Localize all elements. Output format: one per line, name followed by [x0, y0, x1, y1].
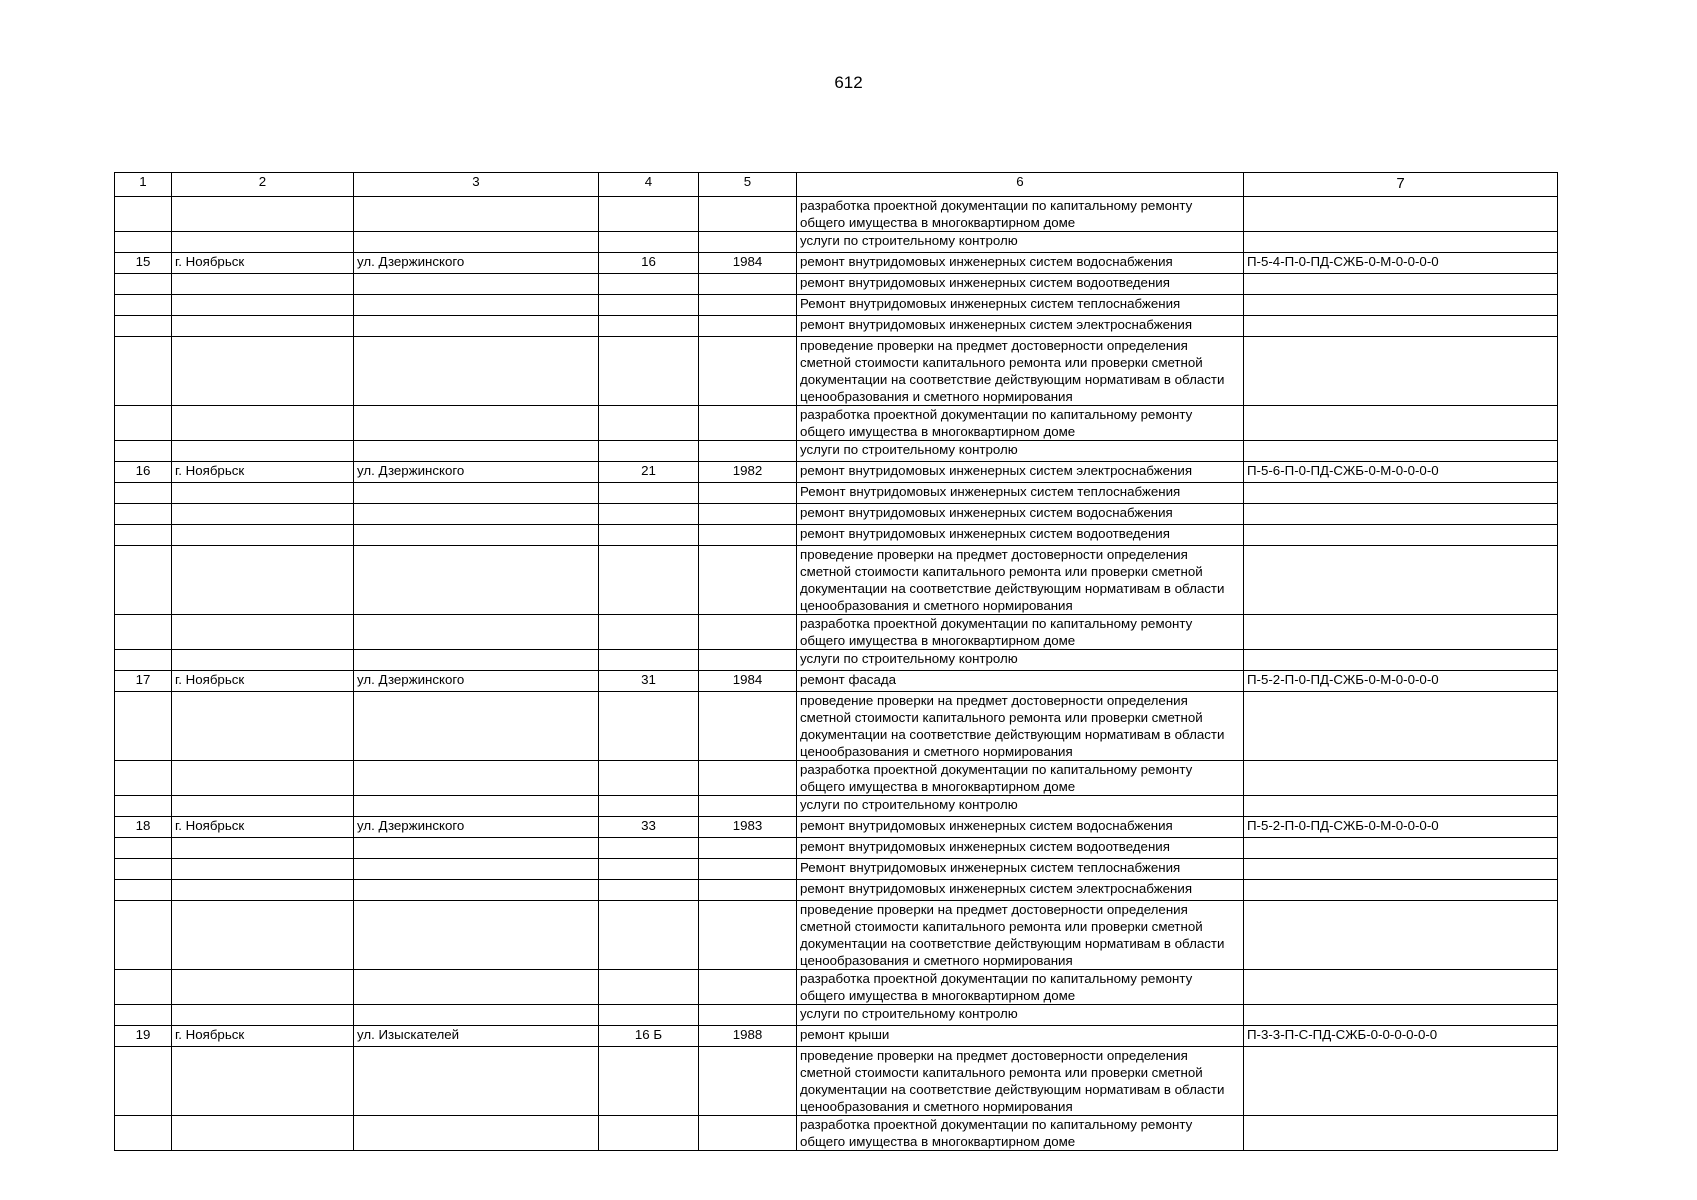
row-street — [354, 838, 599, 859]
row-street — [354, 441, 599, 462]
row-street — [354, 525, 599, 546]
row-city — [172, 1005, 354, 1026]
row-street — [354, 197, 599, 232]
row-code — [1244, 406, 1558, 441]
row-work-type: услуги по строительному контролю — [797, 232, 1244, 253]
row-number — [115, 880, 172, 901]
row-work-type: проведение проверки на предмет достоверности определения сметной стоимости капитального ремонта или проверки сметной документации на соответствие действующим нормативам в области ценообразования и сметного нормирования — [797, 546, 1244, 615]
row-work-type: Ремонт внутридомовых инженерных систем теплоснабжения — [797, 483, 1244, 504]
row-city — [172, 316, 354, 337]
row-work-type: проведение проверки на предмет достоверности определения сметной стоимости капитального ремонта или проверки сметной документации на соответствие действующим нормативам в области ценообразования и сметного нормирования — [797, 901, 1244, 970]
row-city: г. Ноябрьск — [172, 817, 354, 838]
row-number: 15 — [115, 253, 172, 274]
row-house: 21 — [599, 462, 699, 483]
row-year — [699, 692, 797, 761]
header-col-5: 5 — [699, 173, 797, 197]
table-row — [115, 692, 1558, 761]
row-year — [699, 796, 797, 817]
table-row — [115, 295, 1558, 316]
table-row — [115, 337, 1558, 406]
row-street: ул. Изыскателей — [354, 1026, 599, 1047]
row-street: ул. Дзержинского — [354, 462, 599, 483]
row-code — [1244, 838, 1558, 859]
row-city — [172, 274, 354, 295]
row-work-type: разработка проектной документации по капитальному ремонту общего имущества в многоквартирном доме — [797, 1116, 1244, 1151]
row-street — [354, 970, 599, 1005]
table-row — [115, 406, 1558, 441]
row-work-type: Ремонт внутридомовых инженерных систем теплоснабжения — [797, 295, 1244, 316]
row-house — [599, 1005, 699, 1026]
table-row — [115, 504, 1558, 525]
row-work-type: разработка проектной документации по капитальному ремонту общего имущества в многоквартирном доме — [797, 970, 1244, 1005]
row-number — [115, 197, 172, 232]
row-city — [172, 650, 354, 671]
row-city — [172, 692, 354, 761]
row-street — [354, 1005, 599, 1026]
row-code — [1244, 761, 1558, 796]
row-work-type: услуги по строительному контролю — [797, 650, 1244, 671]
row-work-type: Ремонт внутридомовых инженерных систем теплоснабжения — [797, 859, 1244, 880]
row-street — [354, 859, 599, 880]
table-row — [115, 1005, 1558, 1026]
table-row — [115, 525, 1558, 546]
row-code — [1244, 1116, 1558, 1151]
row-house — [599, 796, 699, 817]
row-code — [1244, 441, 1558, 462]
row-code: П-5-2-П-0-ПД-СЖБ-0-М-0-0-0-0 — [1244, 817, 1558, 838]
table-row — [115, 796, 1558, 817]
row-work-type: проведение проверки на предмет достоверности определения сметной стоимости капитального ремонта или проверки сметной документации на соответствие действующим нормативам в области ценообразования и сметного нормирования — [797, 337, 1244, 406]
row-city — [172, 1047, 354, 1116]
works-table — [114, 172, 1558, 1151]
row-house: 16 — [599, 253, 699, 274]
row-house — [599, 274, 699, 295]
row-work-type: разработка проектной документации по капитальному ремонту общего имущества в многоквартирном доме — [797, 761, 1244, 796]
row-city — [172, 525, 354, 546]
row-house — [599, 295, 699, 316]
table-row — [115, 483, 1558, 504]
row-house: 16 Б — [599, 1026, 699, 1047]
row-year — [699, 970, 797, 1005]
row-city — [172, 838, 354, 859]
row-city — [172, 483, 354, 504]
row-number — [115, 615, 172, 650]
row-city — [172, 197, 354, 232]
row-city — [172, 546, 354, 615]
row-house — [599, 197, 699, 232]
row-street — [354, 274, 599, 295]
row-house — [599, 615, 699, 650]
row-house — [599, 504, 699, 525]
row-house — [599, 1047, 699, 1116]
table-row — [115, 1026, 1558, 1047]
row-number: 16 — [115, 462, 172, 483]
row-house — [599, 692, 699, 761]
row-city — [172, 232, 354, 253]
row-year — [699, 274, 797, 295]
row-code: П-3-3-П-С-ПД-СЖБ-0-0-0-0-0-0 — [1244, 1026, 1558, 1047]
table-row — [115, 1047, 1558, 1116]
row-street: ул. Дзержинского — [354, 817, 599, 838]
row-number — [115, 546, 172, 615]
row-city — [172, 441, 354, 462]
row-year — [699, 295, 797, 316]
row-code — [1244, 546, 1558, 615]
row-house — [599, 441, 699, 462]
row-work-type: услуги по строительному контролю — [797, 441, 1244, 462]
table-row — [115, 253, 1558, 274]
row-work-type: ремонт внутридомовых инженерных систем водоотведения — [797, 838, 1244, 859]
row-year — [699, 761, 797, 796]
table-row — [115, 441, 1558, 462]
row-street — [354, 295, 599, 316]
row-code — [1244, 197, 1558, 232]
row-year: 1984 — [699, 671, 797, 692]
row-city: г. Ноябрьск — [172, 671, 354, 692]
row-city — [172, 970, 354, 1005]
row-number — [115, 796, 172, 817]
row-number — [115, 295, 172, 316]
row-code — [1244, 796, 1558, 817]
row-code: П-5-4-П-0-ПД-СЖБ-0-М-0-0-0-0 — [1244, 253, 1558, 274]
row-house — [599, 761, 699, 796]
row-work-type: ремонт внутридомовых инженерных систем электроснабжения — [797, 316, 1244, 337]
table-row — [115, 838, 1558, 859]
row-work-type: разработка проектной документации по капитальному ремонту общего имущества в многоквартирном доме — [797, 406, 1244, 441]
row-number — [115, 483, 172, 504]
row-house — [599, 483, 699, 504]
row-number — [115, 1047, 172, 1116]
row-code — [1244, 295, 1558, 316]
row-street — [354, 546, 599, 615]
table-row — [115, 232, 1558, 253]
row-year — [699, 546, 797, 615]
row-year — [699, 337, 797, 406]
row-year — [699, 901, 797, 970]
row-number — [115, 650, 172, 671]
row-number — [115, 274, 172, 295]
row-house — [599, 880, 699, 901]
row-work-type: ремонт крыши — [797, 1026, 1244, 1047]
row-year — [699, 859, 797, 880]
row-house — [599, 1116, 699, 1151]
row-city: г. Ноябрьск — [172, 462, 354, 483]
row-street — [354, 406, 599, 441]
row-year — [699, 441, 797, 462]
row-code — [1244, 615, 1558, 650]
row-code — [1244, 504, 1558, 525]
row-house — [599, 859, 699, 880]
row-code: П-5-6-П-0-ПД-СЖБ-0-М-0-0-0-0 — [1244, 462, 1558, 483]
row-code — [1244, 274, 1558, 295]
table-row — [115, 880, 1558, 901]
row-work-type: услуги по строительному контролю — [797, 1005, 1244, 1026]
row-year — [699, 197, 797, 232]
row-year — [699, 316, 797, 337]
table-row — [115, 615, 1558, 650]
table-row — [115, 546, 1558, 615]
header-col-3: 3 — [354, 173, 599, 197]
row-house — [599, 316, 699, 337]
row-number — [115, 692, 172, 761]
row-code — [1244, 483, 1558, 504]
row-work-type: ремонт внутридомовых инженерных систем водоснабжения — [797, 253, 1244, 274]
row-year — [699, 1116, 797, 1151]
header-col-6: 6 — [797, 173, 1244, 197]
row-street — [354, 1047, 599, 1116]
row-year — [699, 232, 797, 253]
row-city — [172, 859, 354, 880]
row-year — [699, 615, 797, 650]
row-code — [1244, 337, 1558, 406]
row-code — [1244, 901, 1558, 970]
row-number — [115, 1005, 172, 1026]
row-code — [1244, 650, 1558, 671]
row-number — [115, 761, 172, 796]
row-year — [699, 525, 797, 546]
row-number: 19 — [115, 1026, 172, 1047]
table-row — [115, 650, 1558, 671]
row-house — [599, 337, 699, 406]
row-number — [115, 406, 172, 441]
row-code — [1244, 232, 1558, 253]
row-house — [599, 525, 699, 546]
row-code — [1244, 1047, 1558, 1116]
row-number: 17 — [115, 671, 172, 692]
row-year — [699, 1005, 797, 1026]
row-street: ул. Дзержинского — [354, 253, 599, 274]
row-work-type: проведение проверки на предмет достоверности определения сметной стоимости капитального ремонта или проверки сметной документации на соответствие действующим нормативам в области ценообразования и сметного нормирования — [797, 1047, 1244, 1116]
row-year: 1982 — [699, 462, 797, 483]
row-code — [1244, 970, 1558, 1005]
row-work-type: проведение проверки на предмет достоверности определения сметной стоимости капитального ремонта или проверки сметной документации на соответствие действующим нормативам в области ценообразования и сметного нормирования — [797, 692, 1244, 761]
row-year — [699, 504, 797, 525]
row-street — [354, 504, 599, 525]
row-house — [599, 546, 699, 615]
row-number — [115, 970, 172, 1005]
row-city: г. Ноябрьск — [172, 1026, 354, 1047]
row-work-type: ремонт внутридомовых инженерных систем водоснабжения — [797, 817, 1244, 838]
page-number: 612 — [834, 73, 863, 92]
row-code — [1244, 880, 1558, 901]
row-code — [1244, 692, 1558, 761]
table-row — [115, 970, 1558, 1005]
row-city — [172, 1116, 354, 1151]
row-house — [599, 970, 699, 1005]
row-code — [1244, 859, 1558, 880]
row-street — [354, 232, 599, 253]
row-number — [115, 859, 172, 880]
table-row — [115, 462, 1558, 483]
table-row — [115, 316, 1558, 337]
row-work-type: ремонт внутридомовых инженерных систем водоснабжения — [797, 504, 1244, 525]
row-street — [354, 615, 599, 650]
row-street — [354, 796, 599, 817]
row-house: 33 — [599, 817, 699, 838]
table-row — [115, 761, 1558, 796]
row-house — [599, 406, 699, 441]
row-city — [172, 796, 354, 817]
row-street — [354, 692, 599, 761]
row-number — [115, 337, 172, 406]
row-number — [115, 525, 172, 546]
row-code: П-5-2-П-0-ПД-СЖБ-0-М-0-0-0-0 — [1244, 671, 1558, 692]
row-street: ул. Дзержинского — [354, 671, 599, 692]
table-row — [115, 671, 1558, 692]
row-year — [699, 483, 797, 504]
row-house — [599, 232, 699, 253]
row-city — [172, 337, 354, 406]
row-code — [1244, 1005, 1558, 1026]
table-row — [115, 1116, 1558, 1151]
header-row — [115, 173, 1558, 197]
row-city — [172, 295, 354, 316]
table-row — [115, 274, 1558, 295]
row-code — [1244, 525, 1558, 546]
row-year: 1983 — [699, 817, 797, 838]
header-col-7: 7 — [1244, 173, 1558, 197]
row-work-type: ремонт внутридомовых инженерных систем электроснабжения — [797, 880, 1244, 901]
row-work-type: ремонт внутридомовых инженерных систем электроснабжения — [797, 462, 1244, 483]
row-street — [354, 337, 599, 406]
row-work-type: ремонт внутридомовых инженерных систем водоотведения — [797, 525, 1244, 546]
header-col-2: 2 — [172, 173, 354, 197]
row-city — [172, 901, 354, 970]
row-city — [172, 880, 354, 901]
row-street — [354, 880, 599, 901]
table-row — [115, 197, 1558, 232]
row-year: 1984 — [699, 253, 797, 274]
row-street — [354, 316, 599, 337]
table-body — [115, 197, 1558, 1151]
row-number — [115, 901, 172, 970]
row-house — [599, 901, 699, 970]
table-header — [115, 173, 1558, 197]
row-number — [115, 316, 172, 337]
row-street — [354, 650, 599, 671]
row-work-type: ремонт фасада — [797, 671, 1244, 692]
row-work-type: услуги по строительному контролю — [797, 796, 1244, 817]
row-year — [699, 406, 797, 441]
header-col-1: 1 — [115, 173, 172, 197]
row-street — [354, 1116, 599, 1151]
row-number — [115, 441, 172, 462]
table-row — [115, 859, 1558, 880]
row-house — [599, 838, 699, 859]
row-city — [172, 761, 354, 796]
row-year — [699, 880, 797, 901]
row-city — [172, 615, 354, 650]
row-work-type: разработка проектной документации по капитальному ремонту общего имущества в многоквартирном доме — [797, 615, 1244, 650]
row-street — [354, 483, 599, 504]
row-house: 31 — [599, 671, 699, 692]
row-year — [699, 1047, 797, 1116]
row-year — [699, 650, 797, 671]
row-city — [172, 504, 354, 525]
row-number — [115, 504, 172, 525]
row-number: 18 — [115, 817, 172, 838]
table-row — [115, 901, 1558, 970]
row-house — [599, 650, 699, 671]
row-number — [115, 838, 172, 859]
row-city — [172, 406, 354, 441]
row-year — [699, 838, 797, 859]
row-number — [115, 1116, 172, 1151]
table-row — [115, 817, 1558, 838]
row-work-type: ремонт внутридомовых инженерных систем водоотведения — [797, 274, 1244, 295]
row-street — [354, 761, 599, 796]
row-year: 1988 — [699, 1026, 797, 1047]
header-col-4: 4 — [599, 173, 699, 197]
row-work-type: разработка проектной документации по капитальному ремонту общего имущества в многоквартирном доме — [797, 197, 1244, 232]
row-city: г. Ноябрьск — [172, 253, 354, 274]
row-street — [354, 901, 599, 970]
row-number — [115, 232, 172, 253]
row-code — [1244, 316, 1558, 337]
